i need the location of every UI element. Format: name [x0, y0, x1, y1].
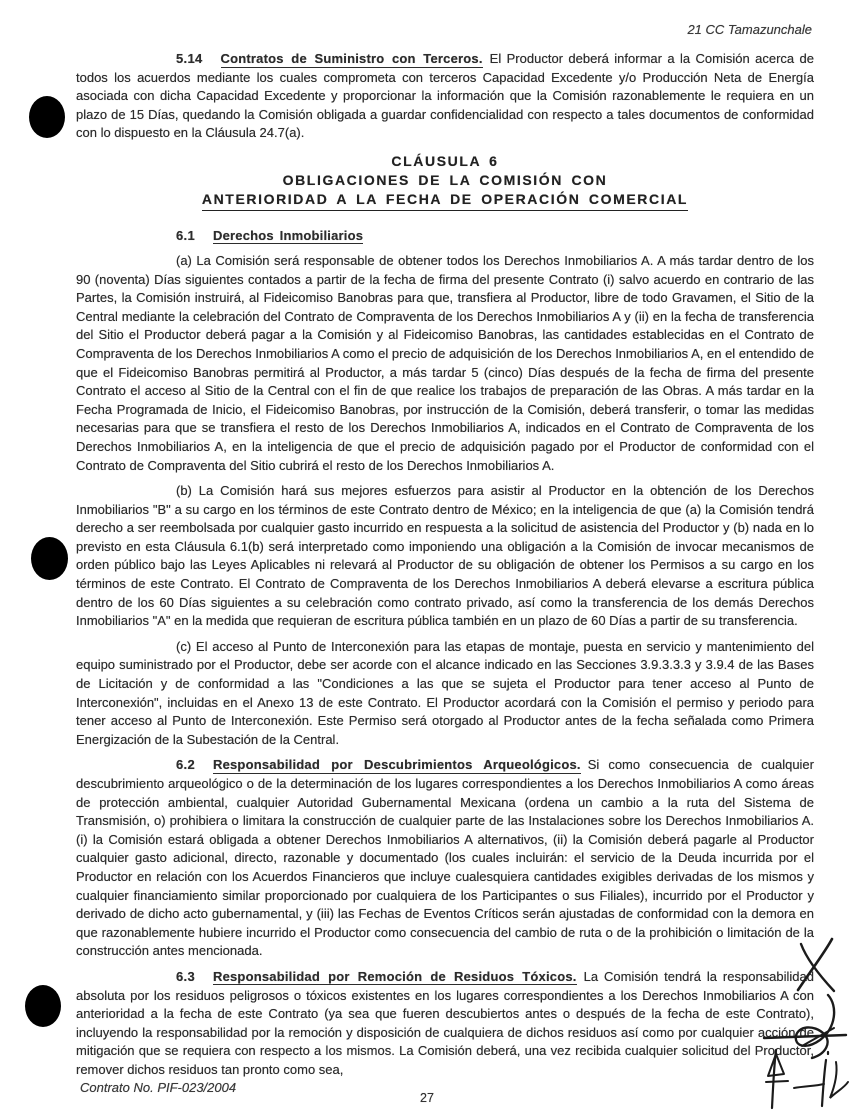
section-6-1-paragraph-a: (a) La Comisión será responsable de obtener todos los Derechos Inmobiliarios A. A más tardar dentro de los 90 (noventa) Días siguientes contados a partir de la fecha de firma del presente Contrato (i) salvo acuerdo en contrario de las Partes, la Comisión instruirá, al Fideicomiso Banobras para que, transfiera al Productor, libre de todo Gravamen, el Sitio de la Central mediante la celebración del Contrato de Compraventa de los Derechos Inmobiliarios A y (ii) en la fecha de transferencia del Sitio el Productor deberá pagar a la Comisión y al Fideicomiso Banobras, las cantidades establecidas en el Contrato de Compraventa de los Derechos Inmobiliarios A como el precio de adquisición de los Derechos Inmobiliarios A, en el entendido de que el Fideicomiso Banobras permitirá al Productor, a más tardar 5 (cinco) Días después de la fecha de firma del presente Contrato el acceso al Sitio de la Central con el fin de que realice los trabajos de preparación de las Obras. A más tardar en la Fecha Programada de Inicio, el Fideicomiso Banobras, por instrucción de la Comisión, deberá transferir, o tomar las medidas necesarias para que se transfiera el resto de los Derechos Inmobiliarios A, indicados en el Contrato de Compraventa de los Derechos Inmobiliarios A, en la inteligencia de que el precio de adquisición pagado por el Productor de conformidad con el Contrato de Compraventa del Sitio cubrirá el resto de los Derechos Inmobiliarios A. [76, 252, 814, 473]
handwritten-signature-squiggles-icon [758, 1048, 850, 1110]
section-6-1-heading [76, 228, 814, 243]
footer-contract-number: Contrato No. PIF-023/2004 [80, 1080, 237, 1095]
section-body-text: El Productor deberá informar a la Comisión acerca de todos los acuerdos mediante los cuales comprometa con terceros Capacidad Excedente y/o Producción Neta de Energía asociada con dicha Capacidad Excedente y proporcionar la información que la Comisión razonablemente le requiera en un plazo de 15 Días, quedando la Comisión obligada a guardar confidencialidad con respecto a tales documentos de conformidad con lo dispuesto en la Cláusula 24.7(a). [76, 51, 814, 141]
section-title: Contratos de Suministro con Terceros. [220, 51, 483, 66]
hole-punch-artifact [31, 537, 68, 580]
section-number: 6.2 [176, 757, 195, 773]
clause-heading-line1: CLÁUSULA 6 [391, 152, 499, 169]
section-number: 6.3 [176, 968, 195, 984]
section-6-1-paragraph-c: (c) El acceso al Punto de Interconexión para las etapas de montaje, puesta en servicio y mantenimiento del equipo suministrado por el Productor, debe ser acorde con el alcance indicado en las Secciones 3.9.3.3.3 y 3.9.4 de las Bases de Licitación y de conformidad a las "Condiciones a las que se sujeta el Productor para tener acceso al Punto de Interconexión", incluidas en el Anexo 13 de este Contrato. El Productor acordará con la Comisión el permiso y periodo para tener acceso al Punto de Interconexión. Este Permiso será otorgado al Productor antes de la fecha señalada como Primera Energización de la Subestación de la Central. [76, 638, 814, 747]
section-title: Derechos Inmobiliarios [212, 227, 364, 243]
clause-heading-line3: ANTERIORIDAD A LA FECHA DE OPERACIÓN COMERCIAL [202, 190, 688, 211]
section-body-text: Si como consecuencia de cualquier descubrimiento arqueológico o de la determinación de los lugares correspondientes a los Derechos Inmobiliarios A como áreas de protección ambiental, cualquier Autoridad Gubernamental Mexicana (ordena un cambio a la ruta del Sistema de Transmisión, o) prohibiera o limitara la construcción de cualquier parte de las Instalaciones sobre los Derechos Inmobiliarios A. (i) la Comisión estará obligada a obtener Derechos Inmobiliarios A alternativos, (ii) la Comisión deberá pagarle al Productor cualquier gasto adicional, directo, razonable y documentado (los cuales incluirán: el servicio de la Deuda incurrida por el Productor en relación con los Acuerdos Financieros que incluye cualesquiera cantidades exigibles derivadas de los mismos y cualquier financiamiento similar proporcionado por cualquiera de los Participantes o sus Filiales), incurrido por el Productor y derivado de dicho acto gubernamental, y (iii) las Fechas de Eventos Críticos serán ajustadas de conformidad con la demora en que razonablemente hubiere incurrido el Productor como consecuencia del cambio de ruta o de la prohibición o limitación de la construcción antes mencionada. [76, 757, 814, 959]
section-title: Responsabilidad por Descubrimientos Arqueológicos. [212, 757, 581, 773]
clause-heading-line2: OBLIGACIONES DE LA COMISIÓN CON [282, 171, 608, 188]
section-5-14-paragraph [76, 50, 814, 143]
handwritten-initial-k-icon [792, 936, 840, 994]
section-number: 5.14 [176, 51, 203, 66]
document-body [76, 50, 814, 1087]
section-body-text: La Comisión tendrá la responsabilidad absoluta por los residuos peligrosos o tóxicos existentes en los lugares correspondientes a los Derechos Inmobiliarios A con anterioridad a la fecha de este Contrato (ya sea que fueren descubiertos antes o después de la fecha de este Contrato), incluyendo la responsabilidad por la remoción y disposición de cualquiera de dichos residuos así como por cualquier acción de mitigación que se requiera con respecto a los mismos. La Comisión deberá, una vez recibida cualquier solicitud del Productor, remover dichos residuos tan pronto como sea, [76, 968, 814, 1077]
section-number: 6.1 [176, 227, 195, 243]
section-6-1-paragraph-b: (b) La Comisión hará sus mejores esfuerzos para asistir al Productor en la obtención de los Derechos Inmobiliarios "B" a su cargo en los términos de este Contrato dentro de México; en la inteligencia de que (a) la Comisión tendrá derecho a ser reembolsada por cualquier gasto incurrido en respuesta a la solicitud de asistencia del Productor y (b) nada en lo previsto en esta Cláusula 6.1(b) será interpretado como imponiendo una obligación a la Comisión de invocar mecanismos de orden público bajo las Leyes Aplicables ni relevará al Productor de su obligación de obtener los Permisos a su cargo en los términos de este Contrato. El Contrato de Compraventa de los Derechos Inmobiliarios A deberá elevarse a escritura pública dentro de los 60 Días siguientes a su celebración como contrato privado, así como la transferencia de los demás Derechos Inmobiliarios "A" en la medida que requieran de escritura pública también en un plazo de 60 Días a partir de su transferencia. [76, 483, 814, 629]
clause-6-heading [76, 152, 814, 211]
footer-page-number: 27 [420, 1091, 434, 1105]
section-6-2-paragraph [76, 756, 814, 961]
page-header-right: 21 CC Tamazunchale [687, 22, 812, 37]
hole-punch-artifact [29, 96, 65, 138]
section-title: Responsabilidad por Remoción de Residuos Tóxicos. [212, 968, 577, 984]
hole-punch-artifact [25, 985, 61, 1027]
section-6-3-paragraph [76, 968, 814, 1080]
